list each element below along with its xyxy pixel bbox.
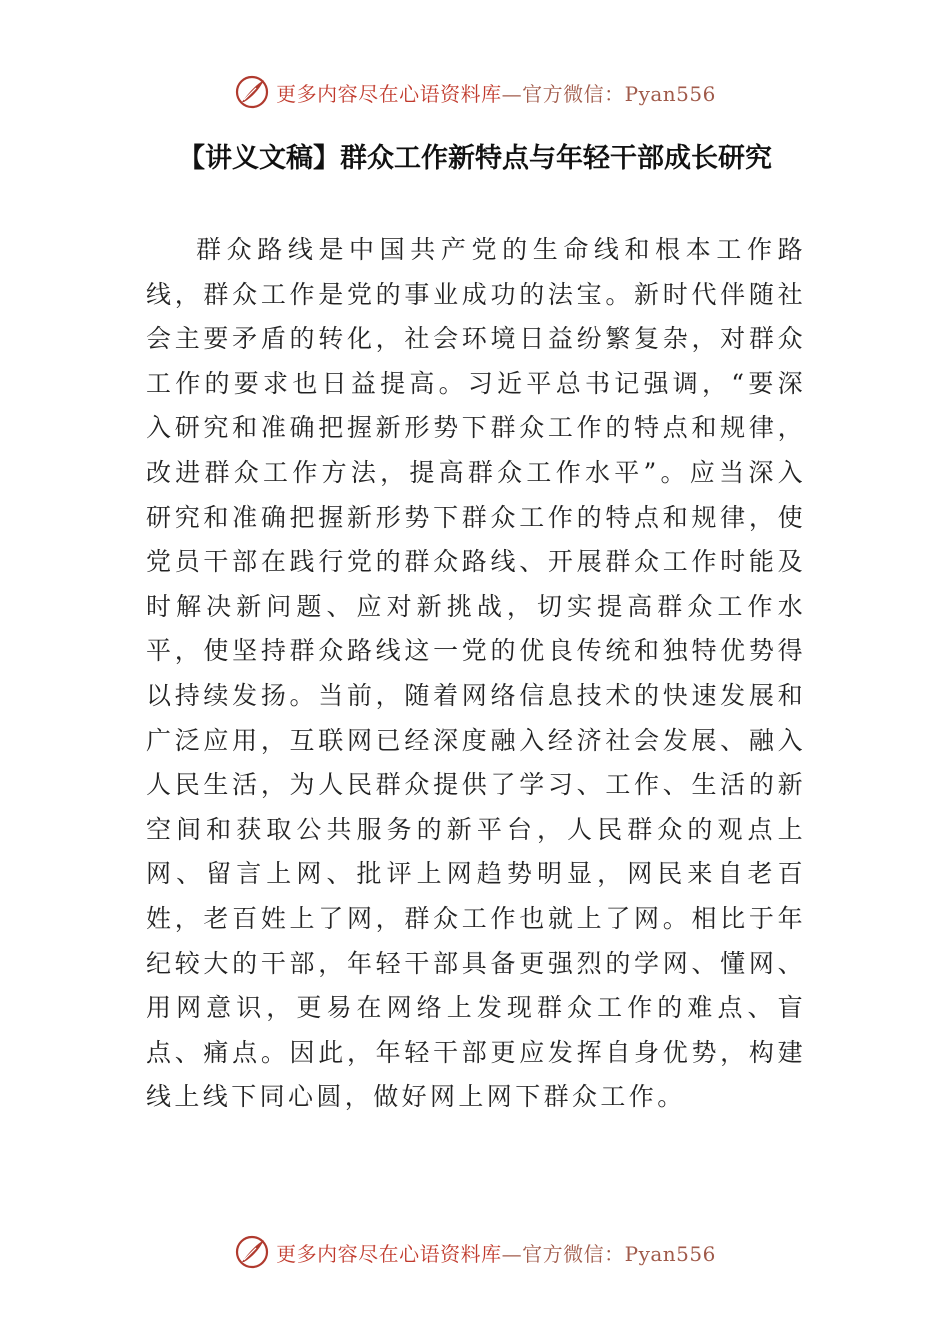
document-title: 【讲义文稿】群众工作新特点与年轻干部成长研究: [178, 143, 772, 174]
header-watermark-banner: [0, 70, 950, 114]
header-banner-rest: —官方微信：Pyan556: [501, 81, 716, 106]
footer-banner-main: 更多内容尽在心语资料库: [276, 1241, 502, 1266]
header-banner-text: [276, 78, 716, 107]
document-paragraph: 群众路线是中国共产党的生命线和根本工作路线，群众工作是党的事业成功的法宝。新时代伴随社会主要矛盾的转化，社会环境日益纷繁复杂，对群众工作的要求也日益提高。习近平总书记强调，“要深入研究和准确把握新形势下群众工作的特点和规律，改进群众工作方法，提高群众工作水平”。应当深入研究和准确把握新形势下群众工作的特点和规律，使党员干部在践行党的群众路线、开展群众工作时能及时解决新问题、应对新挑战，切实提高群众工作水平，使坚持群众路线这一党的优良传统和独特优势得以持续发扬。当前，随着网络信息技术的快速发展和广泛应用，互联网已经深度融入经济社会发展、融入人民生活，为人民群众提供了学习、工作、生活的新空间和获取公共服务的新平台，人民群众的观点上网、留言上网、批评上网趋势明显，网民来自老百姓，老百姓上了网，群众工作也就上了网。相比于年纪较大的干部，年轻干部具备更强烈的学网、懂网、用网意识，更易在网络上发现群众工作的难点、盲点、痛点。因此，年轻干部更应发挥自身优势，构建线上线下同心圆，做好网上网下群众工作。: [146, 235, 806, 1112]
feather-quill-logo-icon: [234, 74, 270, 110]
footer-banner-text: [276, 1238, 716, 1267]
footer-watermark-banner: [0, 1230, 950, 1274]
header-banner-main: 更多内容尽在心语资料库: [276, 81, 502, 106]
feather-quill-logo-icon: [234, 1234, 270, 1270]
footer-banner-rest: —官方微信：Pyan556: [501, 1241, 716, 1266]
